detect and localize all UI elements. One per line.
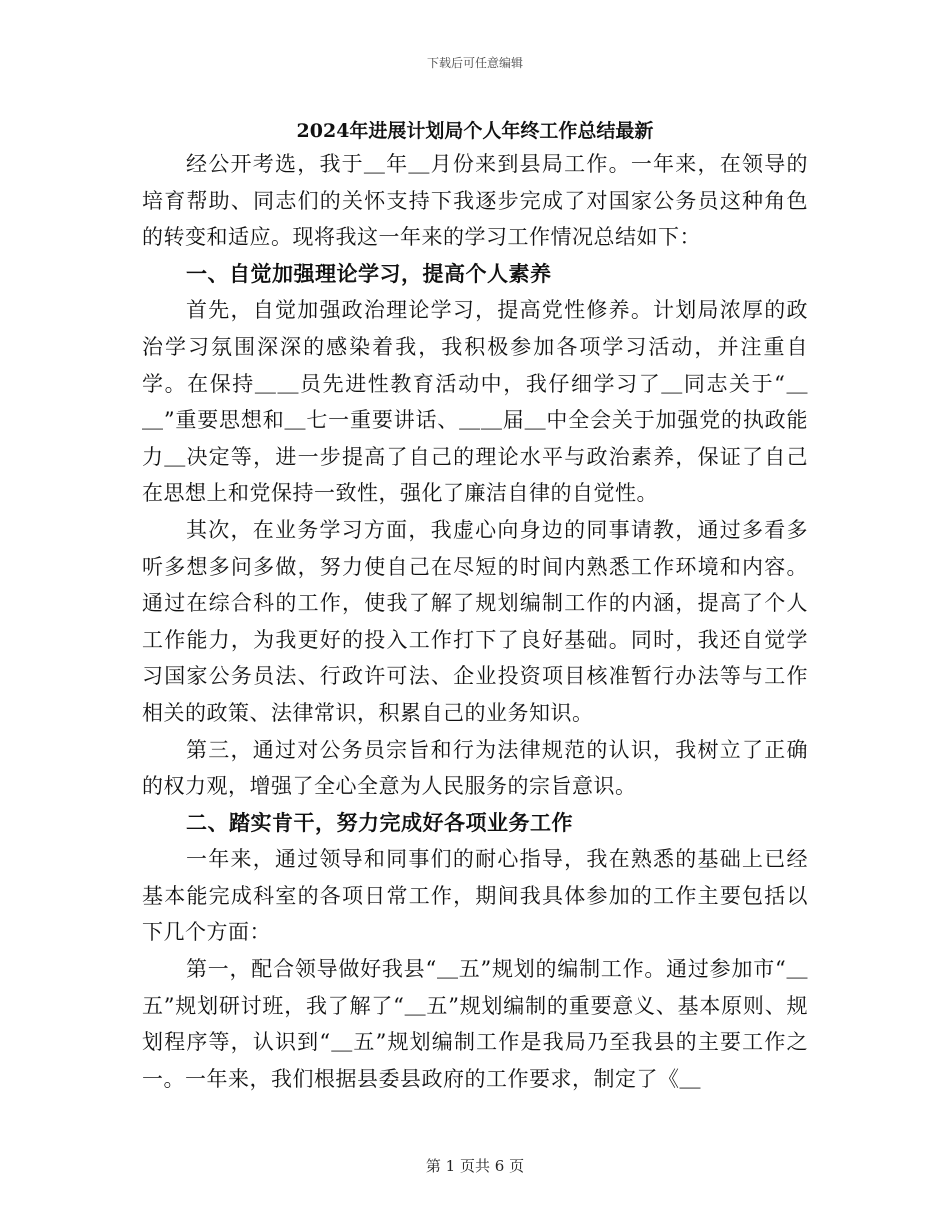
header-note: 下载后可任意编辑 xyxy=(426,56,523,70)
document-body xyxy=(142,146,808,1097)
paragraph: 第一，配合领导做好我县“＿五”规划的编制工作。通过参加市“＿五”规划研讨班，我了解了“＿五”规划编制的重要意义、基本原则、规划程序等，认识到“＿五”规划编制工作是我局乃至我县的主要工作之一。一年来，我们根据县委县政府的工作要求，制定了《＿ xyxy=(142,957,808,1091)
paragraph: 其次，在业务学习方面，我虚心向身边的同事请教，通过多看多听多想多问多做，努力使自己在尽短的时间内熟悉工作环境和内容。通过在综合科的工作，使我了解了规划编制工作的内涵，提高了个人工作能力，为我更好的投入工作打下了良好基础。同时，我还自觉学习国家公务员法、行政许可法、企业投资项目核准暂行办法等与工作相关的政策、法律常识，积累自己的业务知识。 xyxy=(142,517,808,725)
paragraph: 首先，自觉加强政治理论学习，提高党性修养。计划局浓厚的政治学习氛围深深的感染着我，我积极参加各项学习活动，并注重自学。在保持＿＿员先进性教育活动中，我仔细学习了＿同志关于“＿＿”重要思想和＿七一重要讲话、＿＿届＿中全会关于加强党的执政能力＿决定等，进一步提高了自己的理论水平与政治素养，保证了自己在思想上和党保持一致性，强化了廉洁自律的自觉性。 xyxy=(142,298,808,506)
paragraph: 经公开考选，我于＿年＿月份来到县局工作。一年来，在领导的培育帮助、同志们的关怀支持下我逐步完成了对国家公务员这种角色的转变和适应。现将我这一年来的学习工作情况总结如下： xyxy=(142,152,808,250)
page-footer: 第 1 页共 6 页 xyxy=(425,1157,525,1175)
section-heading: 一、自觉加强理论学习，提高个人素养 xyxy=(186,260,552,286)
paragraph: 一年来，通过领导和同事们的耐心指导，我在熟悉的基础上已经基本能完成科室的各项日常工作，期间我具体参加的工作主要包括以下几个方面： xyxy=(142,847,808,945)
paragraph: 第三，通过对公务员宗旨和行为法律规范的认识，我树立了正确的权力观，增强了全心全意为人民服务的宗旨意识。 xyxy=(142,737,808,799)
document-title: 2024年进展计划局个人年终工作总结最新 xyxy=(296,120,654,142)
section-heading: 二、踏实肯干，努力完成好各项业务工作 xyxy=(186,809,573,835)
